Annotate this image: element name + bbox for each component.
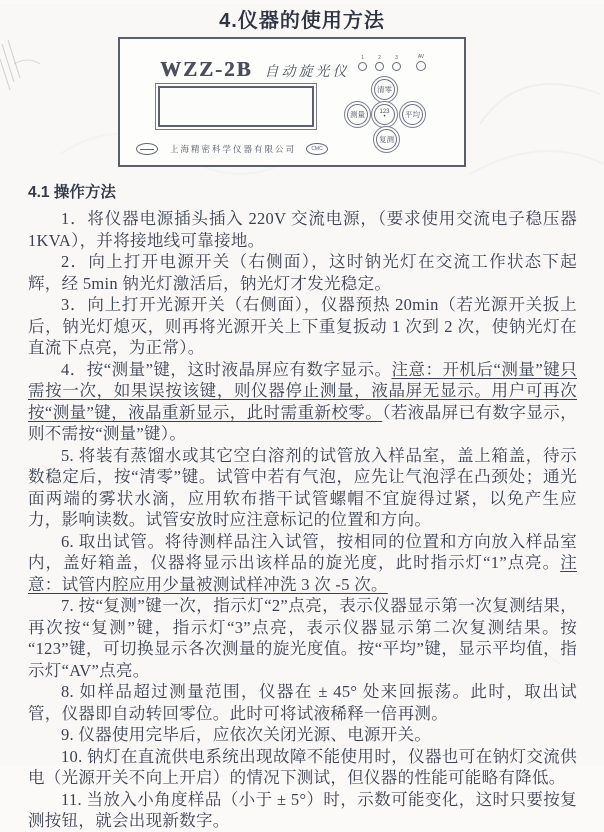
model-type: 自动旋光仪: [264, 65, 350, 80]
lamp-icon: [375, 62, 384, 71]
select-123-dot: •: [383, 114, 386, 120]
paragraph-text: 11. 当放入小角度样品（小于 ± 5°）时，示数可能变化，这时只要按复测按钮，就会出现新数字。: [28, 789, 577, 830]
instrument-panel-figure: [118, 37, 466, 167]
model-name: WZZ-2B: [160, 57, 253, 81]
cmc-cert-icon: CMC: [306, 143, 328, 155]
page-title: 4.仪器的使用方法: [219, 10, 385, 32]
brand-logo-icon: [136, 143, 158, 155]
paragraph-text: （若液晶屏已有数字显示，则不需按“测量”键）。: [28, 402, 578, 443]
paragraph: [28, 681, 577, 724]
indicator-label: AV: [417, 54, 425, 60]
lamp-icon: [358, 62, 367, 71]
scanned-manual-page: [0, 4, 604, 830]
paragraph-text: 3．向上打开光源开关（右侧面），仪器预热 20min（若光源开关扳上后，钠光灯熄灭，则再将光源开关上下重复扳动 1 次到 2 次，使钠光灯在直流下点亮，为正常）。: [28, 295, 577, 357]
lamp-icon: [416, 61, 426, 71]
indicator-1: [358, 55, 367, 71]
remeasure-button: [373, 126, 400, 153]
notice-text: 注意：试管内腔应用少量被测试样冲洗 3 次 -5 次。: [28, 553, 577, 594]
select-123-button: [371, 101, 398, 128]
paragraph: [28, 595, 577, 681]
paragraph-text: 9. 仪器使用完毕后，应依次关闭光源、电源开关。: [61, 725, 432, 744]
paragraph: [28, 445, 577, 531]
manual-body: [28, 180, 577, 832]
indicator-lamps: [358, 54, 426, 71]
paragraph: [28, 251, 577, 294]
section-heading: 4.1 操作方法: [28, 184, 116, 201]
average-button: [399, 101, 426, 128]
notice-text: 注意：开机后“测量”键只需按一次，如果误按该键，则仪器停止测量，液晶屏无显示。用户可再次按“测量”键，液晶重新显示，此时需重新校零。: [28, 359, 577, 422]
paragraph-text: 4．按“测量”键，这时液晶屏应有数字显示。: [61, 359, 392, 379]
measure-button: [344, 101, 371, 128]
paragraph: [28, 208, 577, 251]
paragraph-text: 6. 取出试管。将待测样品注入试管，按相同的位置和方向放入样品室内，盖好箱盖，仪器将显示出该样品的旋光度，此时指示灯“1”点亮。: [28, 531, 577, 572]
lamp-icon: [392, 62, 401, 71]
model-label: [160, 57, 350, 82]
paragraph-text: 2．向上打开电源开关（右侧面），这时钠光灯在交流工作状态下起辉，经 5min 钠光灯激活后，钠光灯才发光稳定。: [28, 252, 577, 293]
average-button-label: 平均: [402, 104, 423, 125]
clear-zero-button: [371, 76, 398, 103]
lcd-display-inner: [158, 86, 314, 127]
paragraph-text: 7. 按“复测”键一次，指示灯“2”点亮，表示仪器显示第一次复测结果，再次按“复测”键，指示灯“3”点亮，表示仪器显示第二次复测结果。按“123”键，可切换显示各次测量的旋光度值。按“平均”键，显示平均值，指示灯“AV”点亮。: [28, 596, 577, 680]
paragraph: [28, 294, 577, 359]
indicator-label: 3: [395, 55, 398, 61]
indicator-label: 2: [378, 55, 381, 61]
paragraph-text: 5. 将装有蒸馏水或其它空白溶剂的试管放入样品室，盖上箱盖，待示数稳定后，按“清零”键。试管中若有气泡，应先让气泡浮在凸颈处；通光面两端的雾状水滴，应用软布揩干试管螺帽不宜旋得过紧，以免产生应力，影响读数。试管安放时应注意标记的位置和方向。: [28, 445, 577, 529]
paragraph: [28, 789, 577, 832]
paragraph-text: 10. 钠灯在直流供电系统出现故障不能使用时，仪器也可在钠灯交流供电（光源开关不向上开启）的情况下测试，但仪器的性能可能略有降低。: [28, 746, 577, 787]
panel-footer: [136, 143, 328, 155]
paragraph-text: 1．将仪器电源插头插入 220V 交流电源，（要求使用交流电子稳压器 1KVA），并将接地线可靠接地。: [28, 209, 577, 250]
paragraph: [28, 746, 577, 789]
remeasure-button-label: 复测: [376, 129, 397, 150]
indicator-label: 1: [361, 55, 364, 61]
lcd-display: [155, 83, 317, 130]
paragraph: [28, 531, 577, 596]
company-name: 上海精密科学仪器有限公司: [170, 144, 297, 154]
indicator-3: [392, 55, 401, 71]
paragraph: [28, 359, 577, 445]
select-123-num: 123: [379, 109, 390, 115]
paragraph-list: [28, 208, 577, 832]
measure-button-label: 测量: [347, 104, 368, 125]
indicator-av: [416, 54, 426, 71]
paragraph: [28, 724, 577, 746]
clear-zero-button-label: 清零: [374, 79, 395, 100]
select-123-button-label: [374, 104, 395, 125]
paragraph-text: 8. 如样品超过测量范围，仪器在 ± 45° 处来回振荡。此时，取出试管，仪器即自动转回零位。此时可将试液稀释一倍再测。: [28, 682, 577, 723]
indicator-2: [375, 55, 384, 71]
